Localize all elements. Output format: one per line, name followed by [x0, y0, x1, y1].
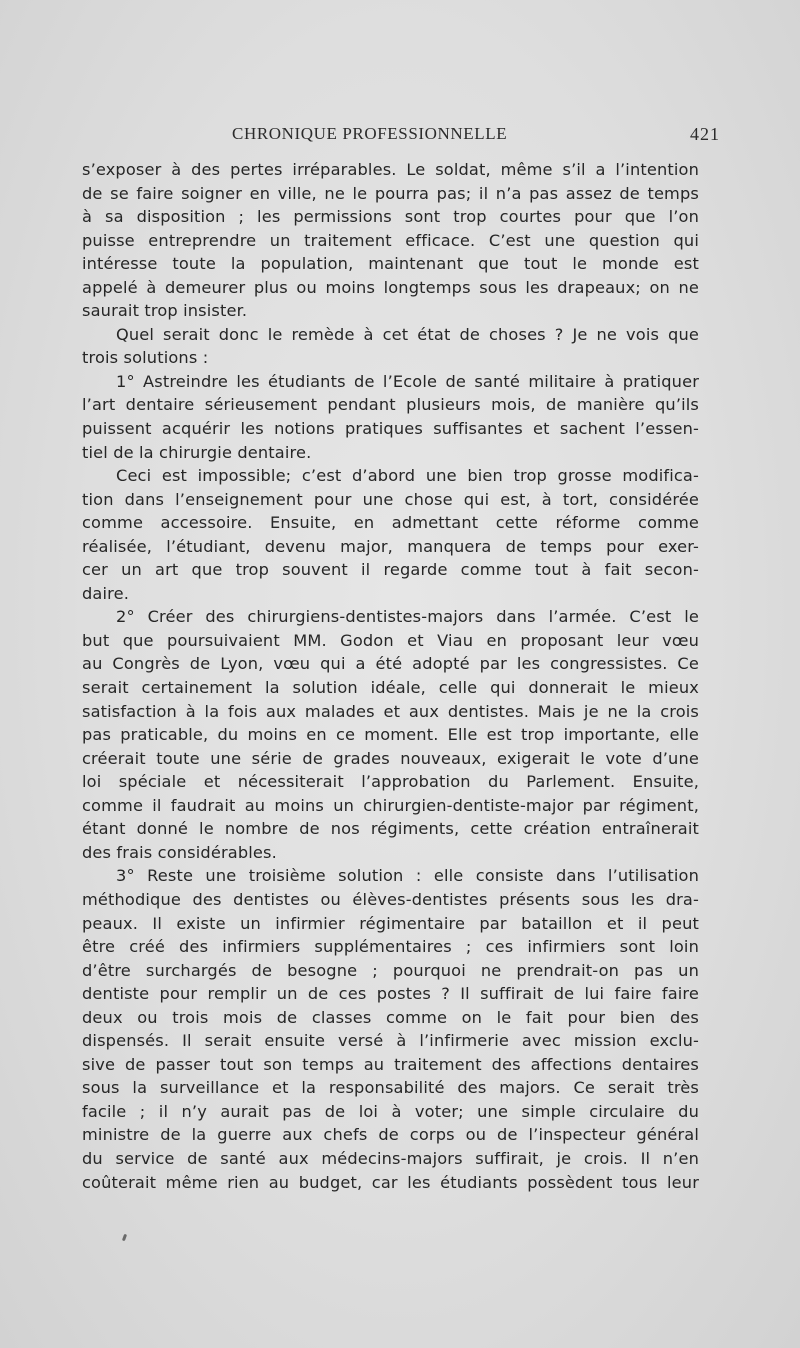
text-line: des frais considérables.	[82, 842, 277, 862]
text-line: dentiste pour remplir un de ces postes ? Il suffirait de lui faire faire	[82, 984, 699, 1004]
text-line: intéresse toute la population, maintenant que tout le monde est	[82, 254, 699, 274]
text-line: au Congrès de Lyon, vœu qui a été adopté par les congressistes. Ce	[82, 654, 699, 674]
text-line: Ceci est impossible; c’est d’abord une bien trop grosse modifica-	[116, 466, 699, 486]
text-line: l’art dentaire sérieusement pendant plusieurs mois, de manière qu’ils	[82, 395, 699, 415]
text-line: ministre de la guerre aux chefs de corps ou de l’inspecteur général	[82, 1125, 699, 1145]
text-line: coûterait même rien au budget, car les étudiants possèdent tous leur	[82, 1172, 699, 1192]
text-line: sive de passer tout son temps au traitement des affections dentaires	[82, 1054, 699, 1074]
text-line: peaux. Il existe un infirmier régimentaire par bataillon et il peut	[82, 913, 699, 933]
page-number: 421	[690, 124, 720, 144]
text-line: réalisée, l’étudiant, devenu major, manquera de temps pour exer-	[82, 536, 699, 556]
text-line: puissent acquérir les notions pratiques suffisantes et sachent l’essen-	[82, 419, 699, 439]
text-line: du service de santé aux médecins-majors suffirait, je crois. Il n’en	[82, 1148, 699, 1168]
running-title: CHRONIQUE PROFESSIONNELLE	[232, 124, 508, 143]
body-text	[82, 158, 699, 1194]
text-line: satisfaction à la fois aux malades et aux dentistes. Mais je ne la crois	[82, 701, 699, 721]
text-line: serait certainement la solution idéale, celle qui donnerait le mieux	[82, 678, 699, 698]
text-line: être créé des infirmiers supplémentaires ; ces infirmiers sont loin	[82, 937, 699, 957]
text-line: but que poursuivaient MM. Godon et Viau en proposant leur vœu	[82, 630, 699, 650]
text-line: dispensés. Il serait ensuite versé à l’infirmerie avec mission exclu-	[82, 1031, 699, 1051]
text-line: de se faire soigner en ville, ne le pourra pas; il n’a pas assez de temps	[82, 183, 699, 203]
text-line: étant donné le nombre de nos régiments, cette création entraînerait	[82, 819, 699, 839]
text-line: 1° Astreindre les étudiants de l’Ecole de santé militaire à pratiquer	[116, 371, 699, 391]
text-line: tiel de la chirurgie dentaire.	[82, 442, 312, 462]
text-line: loi spéciale et nécessiterait l’approbation du Parlement. Ensuite,	[82, 772, 699, 792]
text-line: trois solutions :	[82, 348, 209, 368]
text-line: appelé à demeurer plus ou moins longtemps sous les drapeaux; on ne	[82, 277, 699, 297]
text-line: saurait trop insister.	[82, 301, 248, 321]
text-line: deux ou trois mois de classes comme on le fait pour bien des	[82, 1007, 699, 1027]
text-line: tion dans l’enseignement pour une chose qui est, à tort, considérée	[82, 489, 699, 509]
text-line: sous la surveillance et la responsabilité des majors. Ce serait très	[82, 1078, 699, 1098]
text-line: pas praticable, du moins en ce moment. Elle est trop importante, elle	[82, 725, 699, 745]
text-line: d’être surchargés de besogne ; pourquoi ne prendrait-on pas un	[82, 960, 699, 980]
text-line: 2° Créer des chirurgiens-dentistes-majors dans l’armée. C’est le	[116, 607, 699, 627]
text-line: 3° Reste une troisième solution : elle consiste dans l’utilisation	[116, 866, 699, 886]
text-line: comme il faudrait au moins un chirurgien-dentiste-major par régiment,	[82, 795, 699, 815]
text-line: créerait toute une série de grades nouveaux, exigerait le vote d’une	[82, 748, 699, 768]
text-line: cer un art que trop souvent il regarde comme tout à fait secon-	[82, 560, 699, 580]
ink-speck	[122, 1234, 127, 1242]
text-line: à sa disposition ; les permissions sont trop courtes pour que l’on	[82, 207, 699, 227]
text-line: daire.	[82, 583, 129, 603]
text-line: méthodique des dentistes ou élèves-dentistes présents sous les dra-	[82, 889, 699, 909]
text-line: puisse entreprendre un traitement efficace. C’est une question qui	[82, 230, 699, 250]
text-line: s’exposer à des pertes irréparables. Le soldat, même s’il a l’intention	[82, 160, 699, 179]
text-line: facile ; il n’y aurait pas de loi à voter; une simple circulaire du	[82, 1101, 699, 1121]
text-line: Quel serait donc le remède à cet état de choses ? Je ne vois que	[116, 324, 699, 344]
text-line: comme accessoire. Ensuite, en admettant cette réforme comme	[82, 513, 699, 533]
running-head	[0, 124, 800, 150]
